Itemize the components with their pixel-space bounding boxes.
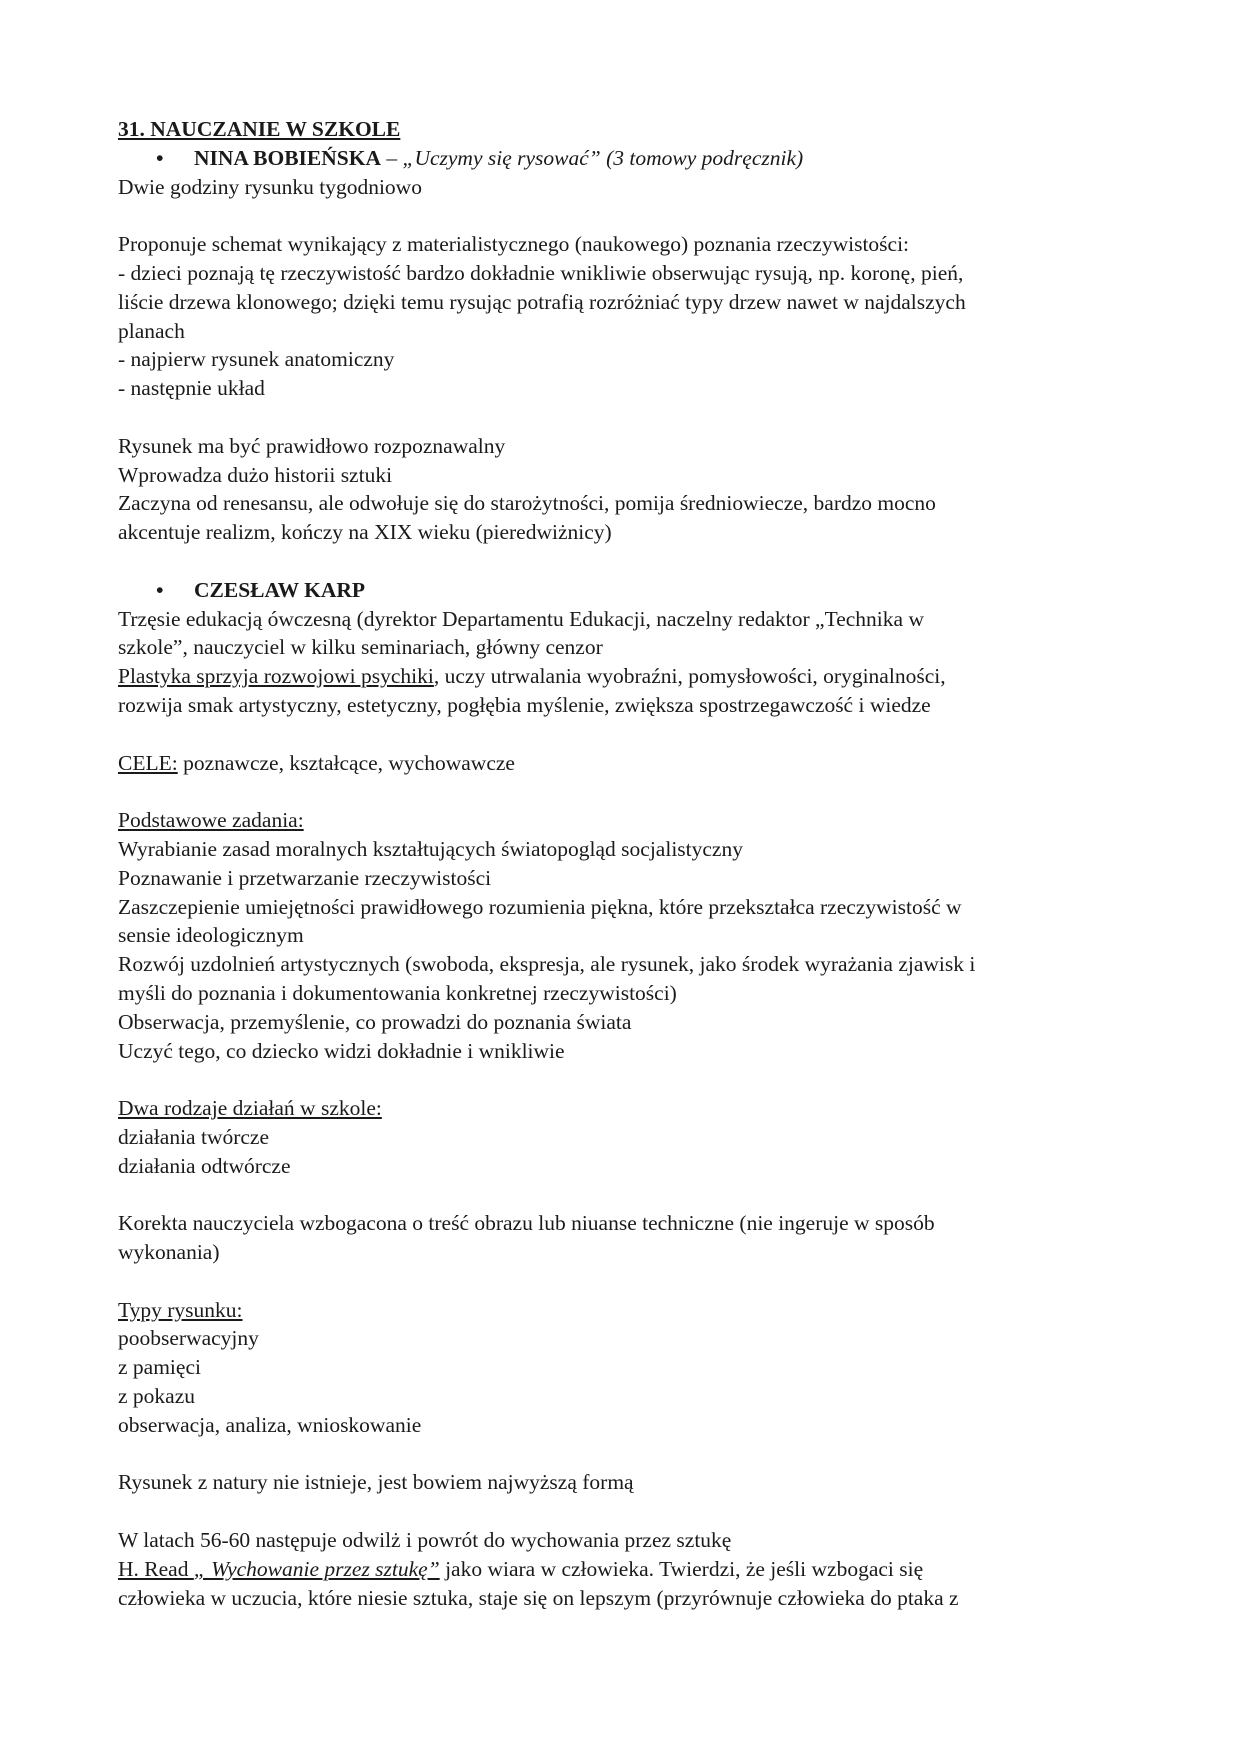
read-rest: jako wiara w człowieka. Twierdzi, że jeśli wzbogaci się [439,1556,924,1581]
underlined-phrase: Plastyka sprzyja rozwojowi psychiki [118,664,434,689]
list-item: Wyrabianie zasad moralnych kształtujących światopogląd socjalistyczny [118,836,743,861]
author-name: CZESŁAW KARP [194,577,366,602]
subheading-dzialania: Dwa rodzaje działań w szkole: [118,1096,382,1121]
blank-line [118,720,1130,749]
read-author: H. Read [118,1556,194,1581]
list-item: obserwacja, analiza, wnioskowanie [118,1412,422,1437]
list-item: działania odtwórcze [118,1153,291,1178]
blank-line [118,547,1130,576]
paragraph-line: Rysunek z natury nie istnieje, jest bowiem najwyższą formą [118,1470,634,1495]
paragraph-line: Wprowadza dużo historii sztuki [118,462,393,487]
paragraph-line: liście drzewa klonowego; dzięki temu rysując potrafią rozróżniać typy drzew nawet w najdalszych [118,289,966,314]
paragraph-line: W latach 56-60 następuje odwilż i powrót do wychowania przez sztukę [118,1528,732,1553]
paragraph-line: wykonania) [118,1240,220,1265]
paragraph-line: Zaczyna od renesansu, ale odwołuje się do starożytności, pomija średniowiecze, bardzo mocno [118,491,936,516]
blank-line [118,1497,1130,1526]
bullet-icon: • [156,145,164,170]
author-name: NINA BOBIEŃSKA [194,145,381,170]
paragraph-line: Dwie godziny rysunku tygodniowo [118,174,422,199]
paragraph-line: Proponuje schemat wynikający z materialistycznego (naukowego) poznania rzeczywistości: [118,232,910,257]
blank-line [118,1180,1130,1209]
list-item: z pamięci [118,1355,201,1380]
blank-line [118,1267,1130,1296]
list-item: Rozwój uzdolnień artystycznych (swoboda, ekspresja, ale rysunek, jako środek wyrażania zjawisk i [118,952,976,977]
bullet-icon: • [156,577,164,602]
section-heading-bobienska [118,144,1130,173]
list-item: sensie ideologicznym [118,923,304,948]
paragraph-line: Korekta nauczyciela wzbogacona o treść obrazu lub niuanse techniczne (nie ingeruje w sposób [118,1211,935,1236]
blank-line [118,1065,1130,1094]
cele-line [118,749,1130,778]
blank-line [118,1440,1130,1469]
paragraph-line: planach [118,318,185,343]
paragraph-line: akcentuje realizm, kończy na XIX wieku (pieredwiżnicy) [118,520,612,545]
paragraph-line: szkole”, nauczyciel w kilku seminariach, główny cenzor [118,635,603,660]
document-title: 31. NAUCZANIE W SZKOLE [118,117,401,141]
subheading-typy: Typy rysunku: [118,1297,243,1322]
paragraph-line: Rysunek ma być prawidłowo rozpoznawalny [118,433,506,458]
cele-label: CELE: [118,750,178,775]
subheading-zadania: Podstawowe zadania: [118,808,304,833]
paragraph-line: - następnie układ [118,376,265,401]
list-item: Obserwacja, przemyślenie, co prowadzi do poznania świata [118,1009,632,1034]
list-item: działania twórcze [118,1124,270,1149]
paragraph-line: - najpierw rysunek anatomiczny [118,347,395,372]
section-heading-karp [118,576,1130,605]
list-item: Poznawanie i przetwarzanie rzeczywistości [118,865,492,890]
read-line [118,1555,1130,1584]
paragraph-line: - dzieci poznają tę rzeczywistość bardzo dokładnie wnikliwie obserwując rysują, np. koronę, pień, [118,260,964,285]
paragraph-line: człowieka w uczucia, które niesie sztuka, staje się on lepszym (przyrównuje człowieka do ptaka z [118,1585,959,1610]
blank-line [118,403,1130,432]
list-item: Uczyć tego, co dziecko widzi dokładnie i wnikliwie [118,1038,565,1063]
blank-line [118,777,1130,806]
plastyka-line [118,662,1130,691]
list-item: poobserwacyjny [118,1326,259,1351]
paragraph-line: rozwija smak artystyczny, estetyczny, pogłębia myślenie, zwiększa spostrzegawczość i wiedze [118,692,931,717]
cele-text: poznawcze, kształcące, wychowawcze [177,750,515,775]
read-book-title: „ Wychowanie przez sztukę” [193,1556,440,1581]
blank-line [118,201,1130,230]
list-item: myśli do poznania i dokumentowania konkretnej rzeczywistości) [118,980,677,1005]
list-item: Zaszczepienie umiejętności prawidłowego rozumienia piękna, które przekształca rzeczywistość w [118,894,962,919]
list-item: z pokazu [118,1384,196,1409]
dash: – [380,145,403,170]
paragraph-line: Trzęsie edukacją ówczesną (dyrektor Departamentu Edukacji, naczelny redaktor „Technika w [118,606,924,631]
plastyka-rest: , uczy utrwalania wyobraźni, pomysłowości, oryginalności, [433,664,946,689]
book-title: „Uczymy się rysować” (3 tomowy podręcznik) [402,145,804,170]
